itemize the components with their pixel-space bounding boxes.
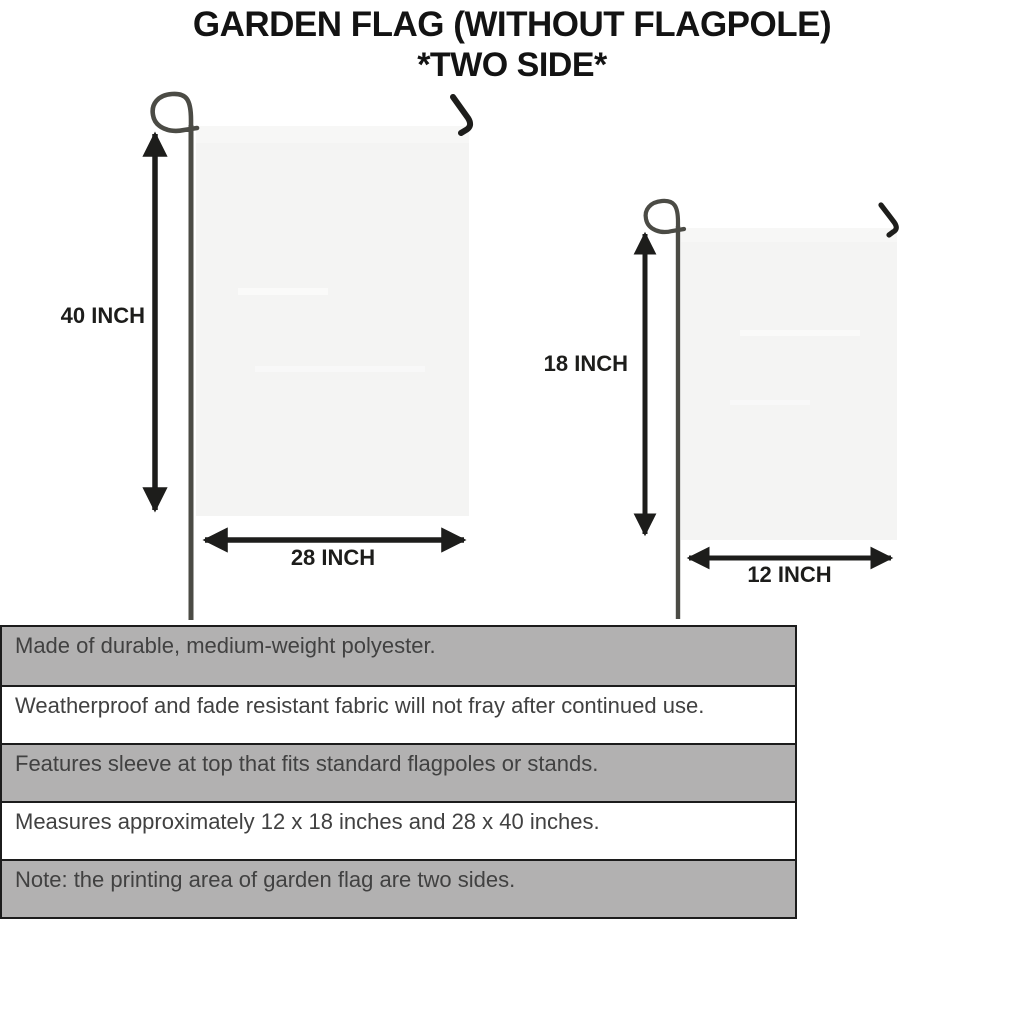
feature-row: Features sleeve at top that fits standard flagpoles or stands. <box>2 743 795 801</box>
large-flagpole-loop-icon <box>153 94 197 132</box>
large-flag-wrinkle <box>238 288 328 295</box>
large-flag-fabric <box>196 126 469 516</box>
page-title: GARDEN FLAG (WITHOUT FLAGPOLE) <box>192 5 832 44</box>
small-width-label: 12 INCH <box>747 562 832 587</box>
small-flag-wrinkle <box>730 400 810 405</box>
feature-row: Measures approximately 12 x 18 inches and 28 x 40 inches. <box>2 801 795 859</box>
large-flag-group <box>153 94 470 620</box>
large-flag-sleeve <box>196 126 469 143</box>
small-height-label: 18 INCH <box>543 351 628 376</box>
large-flag-wrinkle <box>255 366 425 372</box>
feature-row: Note: the printing area of garden flag are two sides. <box>2 859 795 917</box>
small-flagpole-loop-icon <box>646 201 684 232</box>
feature-list <box>0 625 797 919</box>
small-flag-group <box>645 201 897 619</box>
large-width-label: 28 INCH <box>290 545 376 570</box>
large-height-label: 40 INCH <box>60 303 145 328</box>
feature-row: Made of durable, medium-weight polyester. <box>2 627 795 685</box>
small-flag-sleeve <box>681 228 897 242</box>
feature-row: Weatherproof and fade resistant fabric will not fray after continued use. <box>2 685 795 743</box>
page-subtitle: *TWO SIDE* <box>417 46 607 84</box>
small-flag-fabric <box>681 228 897 540</box>
small-flag-wrinkle <box>740 330 860 336</box>
